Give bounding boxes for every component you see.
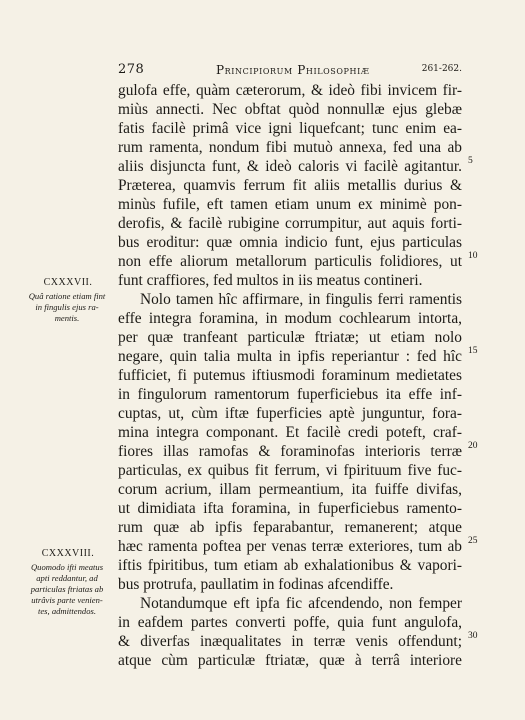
text-line: particulas, ex quibus fit ferrum, vi fpirituum five fuc- <box>118 462 462 479</box>
margin-note-line: Quomodo ifti meatus <box>30 562 104 572</box>
text-line: per quæ tranfeant particulæ ftriatæ; ut etiam nolo <box>118 329 462 346</box>
text-line: minùs fufile, eft tamen etiam unum ex minimè pon- <box>118 196 462 213</box>
margin-note-text <box>18 562 116 617</box>
page-reference: 261-262. <box>421 64 462 74</box>
text-line: fatis facilè primâ vice igni liquefcant; tunc enim ea- <box>118 120 462 137</box>
text-line: bus protrufa, paullatim in fodinas afcendiffe. <box>118 576 394 593</box>
line-number: 20 <box>468 441 478 451</box>
text-line: hæc ramenta poftea per venas terræ exteriores, tum ab <box>118 538 462 555</box>
text-line: Præterea, quamvis ferrum fit aliis metallis durius & <box>118 177 462 194</box>
text-line: effe integra foramina, in modum cochlearum intorta, <box>118 310 462 327</box>
text-line: derofis, & facilè rubigine corrumpitur, aut aquis forti- <box>118 215 462 232</box>
text-line: non effe aliorum metallorum particulis folidiores, ut <box>118 253 462 270</box>
margin-note-heading: CXXXVII. <box>43 277 93 288</box>
text-line: fiores illas ramofas & foraminofas interioris terræ <box>118 443 462 460</box>
text-line: & diverfas inæqualitates in terræ venis offendunt; <box>118 633 462 650</box>
text-line: Notandumque eft ipfa fic afcendendo, non femper <box>140 595 462 612</box>
text-line: fufficiet, fi putemus iftiusmodi foraminum medietates <box>118 367 462 384</box>
text-line: atque cùm particulæ ftriatæ, quæ à terrâ interiore <box>118 652 462 669</box>
running-title: Principiorum Philosophiæ <box>216 63 370 77</box>
text-line: miùs annecti. Nec obftat quòd nonnullæ ejus glebæ <box>118 101 462 118</box>
text-line: gulofa effe, quàm cæterorum, & ideò fibi invicem fir- <box>118 82 462 99</box>
line-number: 10 <box>468 251 478 261</box>
text-line: negare, quin talia multa in ipfis reperiantur : fed hîc <box>118 348 462 365</box>
text-line: mina integra componant. Et facilè credi poteft, craf- <box>118 424 462 441</box>
text-line: bus eroditur: quæ omnia indicio funt, ejus particulas <box>118 234 462 251</box>
margin-note-line: particulas ftriatas ab <box>30 584 104 594</box>
text-line: in eafdem partes converti poffe, quia funt angulofa, <box>118 614 462 631</box>
margin-note-line: Quâ ratione etiam fint <box>28 291 106 301</box>
margin-note-line: utrâvis parte venien- <box>31 595 103 605</box>
text-line: Nolo tamen hîc affirmare, in fingulis ferri ramentis <box>140 291 462 308</box>
line-number: 15 <box>468 346 478 356</box>
line-number: 25 <box>468 536 478 546</box>
page-number: 278 <box>118 62 145 77</box>
margin-note-line: tes, admittendos. <box>37 606 96 616</box>
running-header <box>118 62 462 80</box>
text-line: aliis disjuncta funt, & ideò caloris vi facilè agitantur. <box>118 158 462 175</box>
text-line: rum ramenta, nondum fibi mutuò annexa, fed una ab <box>118 139 462 156</box>
margin-note-line: mentis. <box>54 313 80 323</box>
margin-note-line: apti reddantur, ad <box>36 573 98 583</box>
line-number: 5 <box>468 156 473 166</box>
text-line: funt craffiores, fed multos in iis meatus contineri. <box>118 272 423 289</box>
text-line: corum acrium, illam permeantium, ita fuiffe divifas, <box>118 481 462 498</box>
text-line: rum quæ ab ipfis feparabantur, remanerent; atque <box>118 519 462 536</box>
body-text <box>118 81 462 670</box>
margin-note-text <box>18 291 116 324</box>
margin-note-heading: CXXXVIII. <box>41 548 95 559</box>
margin-note-line: in fingulis ejus ra- <box>35 302 99 312</box>
text-line: ut dimidiata ifta foramina, in fuperficiebus ramento- <box>118 500 462 517</box>
text-line: in fingulorum ramentorum fuperficiebus ita effe inf- <box>118 386 462 403</box>
text-line: iftis fpiritibus, tum etiam ab exhalationibus & vapori- <box>118 557 462 574</box>
text-line: cuptas, ut, cùm iftæ fuperficies aptè junguntur, fora- <box>118 405 462 422</box>
line-number: 30 <box>468 631 478 641</box>
